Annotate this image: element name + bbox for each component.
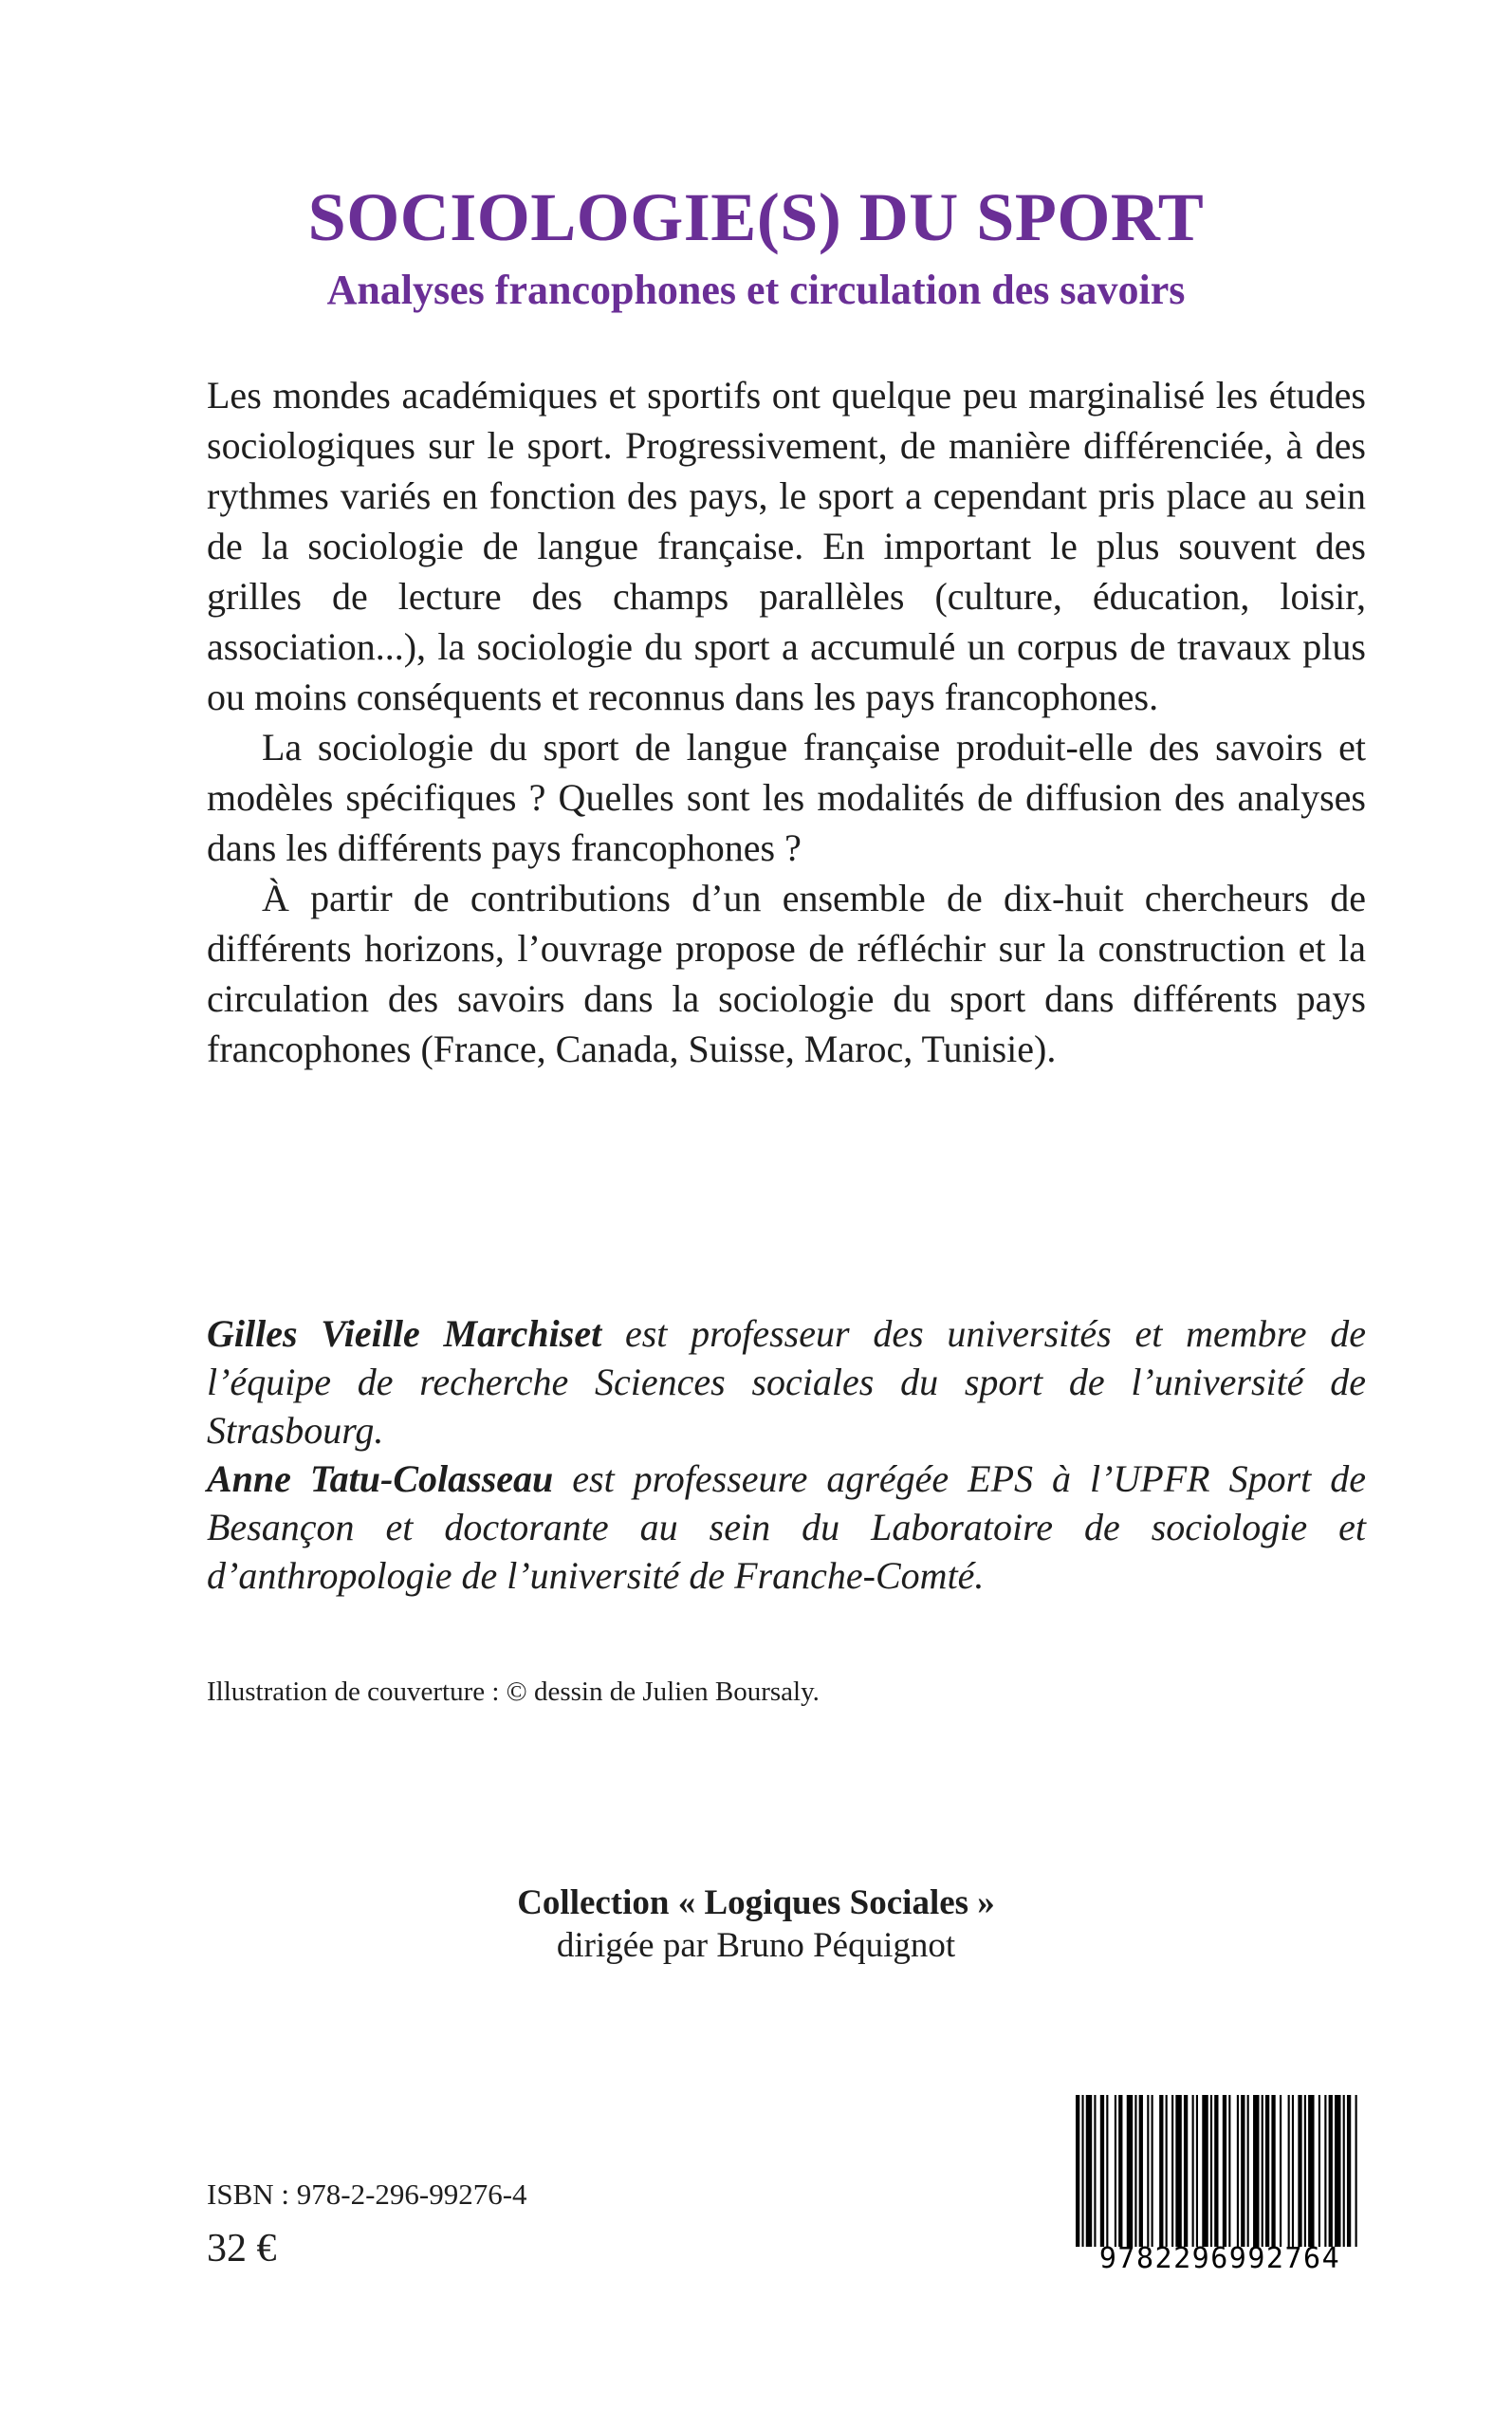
barcode-bar: [1280, 2095, 1282, 2247]
barcode-bar: [1076, 2095, 1079, 2247]
blurb: [207, 370, 1366, 1074]
barcode-bar: [1127, 2095, 1133, 2247]
barcode-bar: [1134, 2095, 1136, 2247]
barcode: [1072, 2095, 1368, 2278]
author-name-2: Anne Tatu-Colasseau: [207, 1457, 554, 1500]
isbn: ISBN : 978-2-296-99276-4: [207, 2177, 527, 2211]
collection-director: dirigée par Bruno Péquignot: [556, 1926, 956, 1965]
barcode-bar: [1318, 2095, 1320, 2247]
barcode-bar: [1118, 2095, 1122, 2247]
barcode-bar: [1237, 2095, 1239, 2247]
collection-name: Collection « Logiques Sociales »: [517, 1883, 995, 1922]
author-bio-2: [207, 1455, 1366, 1600]
barcode-bar: [1253, 2095, 1259, 2247]
barcode-bar: [1241, 2095, 1245, 2247]
author-bio-text-2: est professeure agrégée EPS à l’UPFR Sport de Besançon et doctorante au sein du Laboratoire de sociologie et d’anthropologie de l’université de Franche-Comté.: [207, 1457, 1366, 1597]
barcode-digits: 9782296992764: [1098, 2242, 1341, 2275]
barcode-bar: [1159, 2095, 1163, 2247]
barcode-bar: [1210, 2095, 1212, 2247]
blurb-paragraph-3: À partir de contributions d’un ensemble de dix-huit chercheurs de différents horizons, l’ouvrage propose de réfléchir sur la construction et la circulation des savoirs dans la sociologie du sport dans différents pays francophones (France, Canada, Suisse, Maroc, Tunisie).: [207, 877, 1366, 1070]
barcode-bar: [1262, 2095, 1263, 2247]
author-bio-text-1: est professeur des universités et membre de l’équipe de recherche Sciences sociales du sport de l’université de Strasbourg.: [207, 1312, 1366, 1452]
illustration-credit: Illustration de couverture : © dessin de Julien Boursaly.: [207, 1677, 820, 1707]
barcode-bar: [1324, 2095, 1326, 2247]
barcode-bar: [1347, 2095, 1351, 2247]
barcode-bar: [1184, 2095, 1188, 2247]
barcode-bar: [1343, 2095, 1345, 2247]
barcode-bar: [1304, 2095, 1306, 2247]
barcode-bar: [1329, 2095, 1333, 2247]
barcode-bar: [1106, 2095, 1108, 2247]
barcode-bar: [1166, 2095, 1168, 2247]
author-name-1: Gilles Vieille Marchiset: [207, 1312, 602, 1355]
blurb-paragraph-2: La sociologie du sport de langue française produit-elle des savoirs et modèles spécifiques ? Quelles sont les modalités de diffusion des analyses dans les différents pays francophones ?: [207, 726, 1366, 869]
barcode-bar: [1202, 2095, 1208, 2247]
price: 32 €: [207, 2227, 277, 2270]
barcode-bar: [1175, 2095, 1181, 2247]
barcode-bar: [1086, 2095, 1092, 2247]
barcode-bar: [1214, 2095, 1218, 2247]
barcode-bar: [1228, 2095, 1230, 2247]
author-bio-1: [207, 1309, 1366, 1455]
barcode-bar: [1288, 2095, 1290, 2247]
book-subtitle: Analyses francophones et circulation des savoirs: [326, 267, 1186, 313]
barcode-bar: [1355, 2095, 1357, 2247]
barcode-bar: [1139, 2095, 1143, 2247]
barcode-bar: [1247, 2095, 1249, 2247]
barcode-bar: [1094, 2095, 1096, 2247]
barcode-bar: [1265, 2095, 1269, 2247]
barcode-bar: [1115, 2095, 1116, 2247]
barcode-bar: [1192, 2095, 1194, 2247]
barcode-bar: [1271, 2095, 1275, 2247]
author-bios: [207, 1309, 1366, 1600]
barcode-bars: [1072, 2095, 1368, 2247]
barcode-bar: [1171, 2095, 1173, 2247]
barcode-bar: [1147, 2095, 1149, 2247]
blurb-paragraph-1: Les mondes académiques et sportifs ont quelque peu marginalisé les études sociologiques sur le sport. Progressivement, de manière différenciée, à des rythmes variés en fonction des pays, le sport a cependant pris place au sein de la sociologie de langue française. En important le plus souvent des grilles de lecture des champs parallèles (culture, éducation, loisir, association...), la sociologie du sport a accumulé un corpus de travaux plus ou moins conséquents et reconnus dans les pays francophones.: [207, 374, 1366, 718]
barcode-bar: [1152, 2095, 1153, 2247]
barcode-bar: [1223, 2095, 1226, 2247]
barcode-bar: [1196, 2095, 1198, 2247]
collection-block: [0, 1881, 1512, 1967]
barcode-bar: [1292, 2095, 1294, 2247]
barcode-bar: [1335, 2095, 1340, 2247]
barcode-bar: [1100, 2095, 1104, 2247]
barcode-bar: [1308, 2095, 1314, 2247]
book-title: SOCIOLOGIE(S) DU SPORT: [307, 179, 1205, 255]
barcode-bar: [1081, 2095, 1083, 2247]
barcode-bar: [1298, 2095, 1301, 2247]
